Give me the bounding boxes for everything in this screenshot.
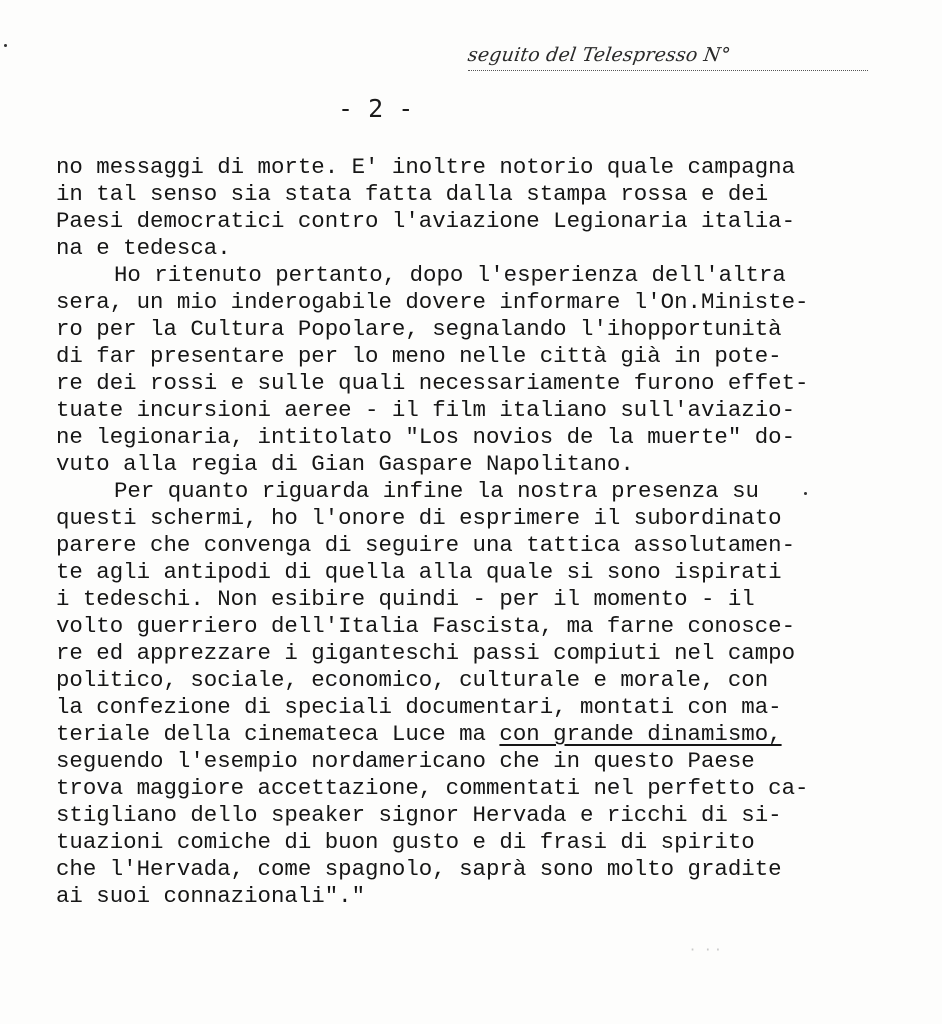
text-line: no messaggi di morte. E' inoltre notorio quale campagna xyxy=(56,154,796,180)
text-line: ro per la Cultura Popolare, segnalando l'ihopportunità xyxy=(56,316,782,342)
ink-speck xyxy=(804,492,807,495)
text-line: volto guerriero dell'Italia Fascista, ma farne conosce- xyxy=(56,613,796,639)
text-line: re ed apprezzare i giganteschi passi compiuti nel campo xyxy=(56,640,796,666)
text-line: Ho ritenuto pertanto, dopo l'esperienza dell'altra xyxy=(114,262,786,288)
paragraph-3 xyxy=(56,478,896,910)
paragraph-1 xyxy=(56,154,896,262)
text-line: ne legionaria, intitolato "Los novios de la muerte" do- xyxy=(56,424,796,450)
text-line: sera, un mio inderogabile dovere informare l'On.Ministe- xyxy=(56,289,809,315)
letter-body xyxy=(56,154,896,910)
text-line-with-underline xyxy=(56,721,896,748)
text-line: seguendo l'esempio nordamericano che in questo Paese xyxy=(56,748,755,774)
header-dotted-rule xyxy=(468,70,868,71)
text-line: parere che convenga di seguire una tattica assolutamen- xyxy=(56,532,796,558)
text-line: tuate incursioni aeree - il film italiano sull'aviazio- xyxy=(56,397,796,423)
text-line: in tal senso sia stata fatta dalla stampa rossa e dei xyxy=(56,181,769,207)
text-line: i tedeschi. Non esibire quindi - per il momento - il xyxy=(56,586,755,612)
text-line: stigliano dello speaker signor Hervada e ricchi di si- xyxy=(56,802,782,828)
faint-smudge-mark: · · · xyxy=(690,940,721,959)
text-line: trova maggiore accettazione, commentati nel perfetto ca- xyxy=(56,775,809,801)
text-line: che l'Hervada, come spagnolo, saprà sono molto gradite xyxy=(56,856,782,882)
text-line: re dei rossi e sulle quali necessariamente furono effet- xyxy=(56,370,809,396)
page-number: - 2 - xyxy=(338,94,414,123)
text-line: Paesi democratici contro l'aviazione Legionaria italia- xyxy=(56,208,796,234)
text-line: tuazioni comiche di buon gusto e di frasi di spirito xyxy=(56,829,755,855)
text-line: vuto alla regia di Gian Gaspare Napolitano. xyxy=(56,451,634,477)
underlined-phrase: con grande dinamismo, xyxy=(499,721,782,747)
text-line: ai suoi connazionali"." xyxy=(56,883,366,909)
text-line: te agli antipodi di quella alla quale si sono ispirati xyxy=(56,559,782,585)
text-line: di far presentare per lo meno nelle città già in pote- xyxy=(56,343,782,369)
paragraph-2 xyxy=(56,262,896,478)
text-line-start: teriale della cinemateca Luce ma xyxy=(56,721,500,747)
text-line: na e tedesca. xyxy=(56,235,231,261)
text-line: questi schermi, ho l'onore di esprimere il subordinato xyxy=(56,505,782,531)
text-line: politico, sociale, economico, culturale e morale, con xyxy=(56,667,769,693)
text-line: la confezione di speciali documentari, montati con ma- xyxy=(56,694,782,720)
ink-speck xyxy=(4,44,7,47)
text-line: Per quanto riguarda infine la nostra presenza su xyxy=(114,478,759,504)
telespresso-header-note: seguito del Telespresso N° xyxy=(466,44,732,66)
